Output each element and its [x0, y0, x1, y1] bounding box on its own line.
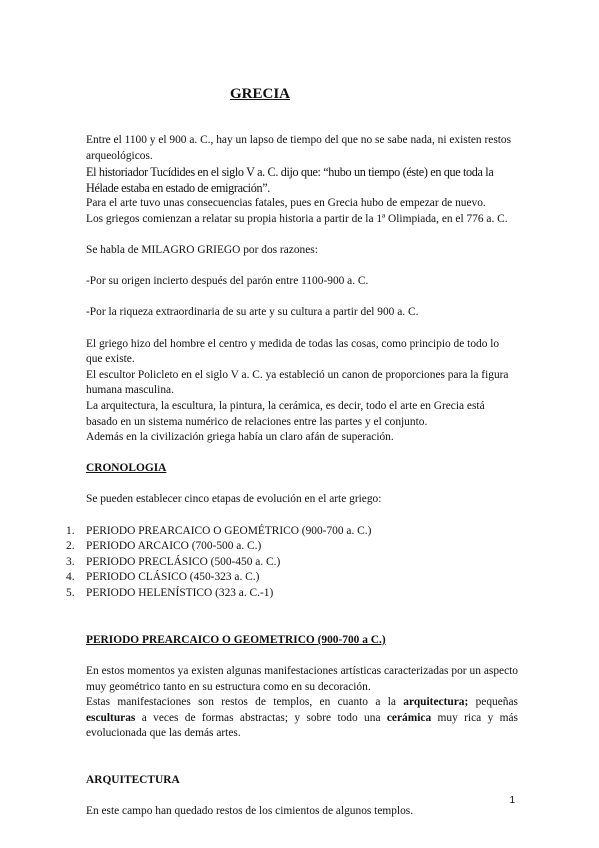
- text-run: muy rica y más evolucionada que las demás artes.: [86, 711, 518, 740]
- list-item: [66, 555, 498, 571]
- body-paragraph-4: Además en la civilización griega había un claro afán de superación.: [86, 431, 394, 444]
- document-body: [66, 133, 518, 820]
- list-text: PERIODO ARCAICO (700-500 a. C.): [86, 540, 262, 553]
- list-text: PERIODO PRECLÁSICO (500-450 a. C.): [86, 555, 281, 568]
- page-title: GRECIA: [229, 86, 290, 102]
- list-number: 5.: [66, 587, 75, 600]
- list-number: 1.: [66, 524, 75, 537]
- page-number: 1: [509, 795, 515, 806]
- milagro-intro: Se habla de MILAGRO GRIEGO por dos razones:: [86, 243, 318, 256]
- list-number: 2.: [66, 540, 75, 553]
- cronologia-intro: Se pueden establecer cinco etapas de evolución en el arte griego:: [86, 493, 382, 506]
- text-run: a veces de formas abstractas; y sobre todo una: [135, 711, 387, 724]
- period-list: [66, 524, 498, 602]
- prearcaico-paragraph-2: [86, 695, 518, 742]
- cronologia-heading: CRONOLOGIA: [86, 462, 167, 475]
- list-number: 4.: [66, 571, 75, 584]
- arquitectura-heading: ARQUITECTURA: [86, 774, 180, 787]
- list-item: [66, 524, 498, 540]
- list-item: [66, 586, 498, 602]
- body-paragraph-3: La arquitectura, la escultura, la pintura, la cerámica, es decir, todo el arte en Grecia está basado en un sistema numérico de relaciones entre las partes y el conjunto.: [86, 399, 485, 428]
- intro-paragraph-4: Los griegos comienzan a relatar su propia historia a partir de la 1ª Olimpiada, en el 776 a. C.: [86, 212, 508, 225]
- list-text: PERIODO CLÁSICO (450-323 a. C.): [86, 571, 260, 584]
- bold-term-ceramica: cerámica: [386, 711, 432, 724]
- bold-term-arquitectura: arquitectura;: [403, 696, 469, 709]
- body-paragraph-2: El escultor Policleto en el siglo V a. C. ya estableció un canon de proporciones para la figura humana masculina.: [86, 368, 509, 397]
- milagro-reason-1: -Por su origen incierto después del parón entre 1100-900 a. C.: [86, 275, 369, 288]
- list-text: PERIODO PREARCAICO O GEOMÉTRICO (900-700 a. C.): [86, 524, 372, 537]
- body-paragraph-1: El griego hizo del hombre el centro y medida de todas las cosas, como principio de todo lo que existe.: [86, 337, 500, 366]
- arquitectura-paragraph-1: En este campo han quedado restos de los cimientos de algunos templos.: [86, 805, 414, 818]
- intro-paragraph-2: El historiador Tucídides en el siglo V a. C. dijo que: “hubo un tiempo (éste) en que toda la Hélade estaba en estado de emigración”.: [86, 165, 494, 196]
- list-number: 3.: [66, 555, 75, 568]
- intro-paragraph-1: Entre el 1100 y el 900 a. C., hay un lapso de tiempo del que no se sabe nada, ni existen restos arqueológicos.: [86, 134, 512, 162]
- prearcaico-heading: PERIODO PREARCAICO O GEOMETRICO (900-700 a C.): [86, 633, 386, 646]
- text-run: Estas manifestaciones son restos de templos, en cuanto a la: [86, 696, 404, 709]
- list-item: [66, 539, 498, 555]
- text-run: pequeñas: [468, 696, 518, 709]
- milagro-reason-2: -Por la riqueza extraordinaria de su arte y su cultura a partir del 900 a. C.: [86, 306, 419, 319]
- intro-paragraph-3: Para el arte tuvo unas consecuencias fatales, pues en Grecia hubo de empezar de nuevo.: [86, 197, 486, 210]
- bold-term-esculturas: esculturas: [86, 711, 136, 724]
- list-item: [66, 570, 498, 586]
- prearcaico-paragraph-1: En estos momentos ya existen algunas manifestaciones artísticas caracterizadas por un aspecto muy geométrico tanto en su estructura como en su decoración.: [86, 665, 518, 693]
- list-text: PERIODO HELENÍSTICO (323 a. C.-1): [86, 587, 274, 600]
